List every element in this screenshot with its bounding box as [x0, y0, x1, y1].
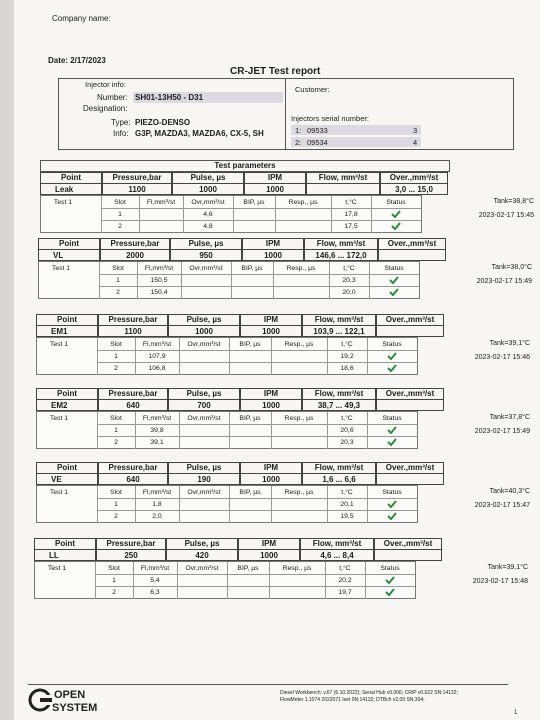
header-over-value [377, 399, 443, 400]
header-flow-value: 146,6 ... 172,0 [305, 249, 377, 261]
col-resp-header: Resp., µs [282, 565, 312, 572]
grid-line [229, 338, 230, 375]
header-pressure [102, 172, 172, 195]
header-point [38, 238, 100, 261]
test-label: Test 1 [47, 565, 67, 572]
tank-temperature: Tank=38,8°C [493, 198, 534, 205]
results-table [36, 485, 418, 523]
cell-temp: 19,7 [338, 589, 352, 596]
cell-slot: 1 [116, 277, 120, 284]
cell-slot: 2 [118, 223, 122, 230]
header-point-value: VL [39, 249, 99, 261]
footer-line-1: Diesel Workbench: v.67 (6.10.2022); Serial Hub v0.006; CRIP v0.022 SN:14132; [280, 690, 458, 696]
header-point [36, 388, 98, 411]
cell-slot: 2 [112, 589, 116, 596]
header-over-value [375, 549, 441, 550]
footer-rule [28, 684, 508, 685]
header-over [378, 238, 446, 261]
cell-fl: 150,4 [150, 289, 168, 296]
cell-fl: 107,9 [148, 353, 166, 360]
header-ipm [238, 538, 300, 561]
cell-fl: 6,3 [150, 589, 160, 596]
grid-line [275, 196, 276, 233]
header-ipm [240, 388, 302, 411]
header-pulse [168, 388, 240, 411]
cell-slot: 2 [116, 289, 120, 296]
col-slot-header: Slot [110, 489, 122, 496]
col-temp-header: t,°C [339, 565, 351, 572]
results-table [34, 561, 416, 599]
header-flow [302, 462, 376, 485]
cell-fl: 2,0 [152, 513, 162, 520]
col-bip-header: BIP, µs [243, 199, 265, 206]
cell-fl: 39,8 [150, 427, 164, 434]
report-date: Date: 2/17/2023 [48, 56, 106, 65]
header-ipm [240, 314, 302, 337]
header-pulse [166, 538, 238, 561]
col-temp-header: t,°C [343, 265, 355, 272]
report-page [14, 0, 540, 720]
header-flow-label: Flow, mm³/st [314, 389, 364, 398]
footer-firmware-info [280, 690, 520, 704]
header-ipm-value: 1000 [245, 183, 305, 195]
header-over-label: Over.,mm³/st [385, 315, 435, 324]
header-ipm-label: IPM [263, 463, 279, 472]
grid-line [367, 486, 368, 523]
col-ovr-header: Ovr,mm³/st [189, 265, 223, 272]
cell-temp: 20,3 [342, 277, 356, 284]
grid-line [177, 562, 178, 599]
header-ipm-label: IPM [263, 389, 279, 398]
header-point [40, 172, 102, 195]
grid-line [229, 412, 230, 449]
status-check-icon [391, 210, 401, 218]
grid-line [101, 208, 421, 209]
cell-temp: 17,8 [344, 211, 358, 218]
header-pulse-value: 700 [169, 399, 239, 411]
header-pressure [98, 462, 168, 485]
cell-temp: 19,5 [340, 513, 354, 520]
header-pulse [168, 462, 240, 485]
grid-line [271, 412, 272, 449]
grid-line [269, 562, 270, 599]
col-status-header: Status [380, 565, 400, 572]
cell-slot: 2 [114, 439, 118, 446]
cell-slot: 1 [112, 577, 116, 584]
col-bip-header: BIP, µs [241, 265, 263, 272]
header-ipm-label: IPM [263, 315, 279, 324]
header-flow-value: 38,7 ... 49,3 [303, 399, 375, 411]
grid-line [371, 196, 372, 233]
number-value: SH01-13H50 - D31 [135, 93, 204, 102]
cell-temp: 20,3 [340, 439, 354, 446]
header-flow-value [307, 183, 379, 184]
cell-temp: 17,5 [344, 223, 358, 230]
col-fl-header: Fl,mm³/st [140, 565, 170, 572]
header-flow-label: Flow, mm³/st [318, 173, 368, 182]
col-fl-header: Fl,mm³/st [146, 199, 176, 206]
results-table [36, 337, 418, 375]
tank-temperature: Tank=40,3°C [489, 488, 530, 495]
col-slot-header: Slot [108, 565, 120, 572]
header-flow [300, 538, 374, 561]
tank-temperature: Tank=39,1°C [489, 340, 530, 347]
status-check-icon [387, 512, 397, 520]
header-pulse-value: 1000 [169, 325, 239, 337]
col-resp-header: Resp., µs [284, 415, 314, 422]
header-ipm [242, 238, 304, 261]
header-over-label: Over.,mm³/st [389, 173, 439, 182]
cell-fl: 150,5 [150, 277, 168, 284]
cell-fl: 1,8 [152, 501, 162, 508]
logo-text-bottom: SYSTEM [52, 702, 98, 714]
grid-line [181, 262, 182, 299]
header-ipm-label: IPM [261, 539, 277, 548]
injector-info-label: Injector info: [85, 80, 126, 89]
grid-line [231, 262, 232, 299]
cell-temp: 20,6 [340, 427, 354, 434]
cell-temp: 19,2 [340, 353, 354, 360]
col-ovr-header: Ovr,mm³/st [187, 415, 221, 422]
serial-idx-1: 1: [295, 126, 302, 135]
header-pulse-label: Pulse, µs [186, 389, 222, 398]
type-label: Type: [111, 118, 131, 127]
cell-ovr: 4,8 [203, 223, 213, 230]
test-block-6 [34, 538, 528, 604]
col-fl-header: Fl,mm³/st [142, 415, 172, 422]
company-label: Company name: [52, 14, 111, 23]
header-pulse-value: 190 [169, 473, 239, 485]
page-number: 1 [514, 710, 518, 716]
col-bip-header: BIP, µs [239, 489, 261, 496]
col-status-header: Status [382, 415, 402, 422]
test-timestamp: 2023-02-17 15:47 [474, 502, 530, 509]
test-label: Test 1 [53, 199, 73, 206]
header-point-label: Point [55, 539, 75, 548]
open-system-logo [28, 686, 128, 714]
col-status-header: Status [382, 341, 402, 348]
col-resp-header: Resp., µs [284, 341, 314, 348]
header-flow-label: Flow, mm³/st [314, 315, 364, 324]
logo-text-top: OPEN [54, 689, 86, 701]
header-pulse-value: 950 [171, 249, 241, 261]
grid-line [139, 196, 140, 233]
header-pressure-value: 640 [99, 399, 167, 411]
col-bip-header: BIP, µs [239, 415, 261, 422]
header-pressure-value: 1100 [99, 325, 167, 337]
header-pressure-value: 640 [99, 473, 167, 485]
header-ipm-value: 1000 [241, 325, 301, 337]
header-over [376, 314, 444, 337]
cell-fl: 5,4 [150, 577, 160, 584]
test-label: Test 1 [49, 489, 69, 496]
col-bip-header: BIP, µs [239, 341, 261, 348]
status-check-icon [385, 576, 395, 584]
report-title: CR-JET Test report [230, 66, 321, 77]
header-over-value [377, 473, 443, 474]
header-over [380, 172, 448, 195]
col-resp-header: Resp., µs [284, 489, 314, 496]
header-flow [302, 314, 376, 337]
header-ipm-value: 1000 [239, 549, 299, 561]
header-over [376, 462, 444, 485]
header-pressure [98, 388, 168, 411]
test-timestamp: 2023-02-17 15:49 [476, 278, 532, 285]
status-check-icon [387, 500, 397, 508]
grid-line [273, 262, 274, 299]
header-pressure-value: 1100 [103, 183, 171, 195]
header-flow-label: Flow, mm³/st [314, 463, 364, 472]
footer-line-2: FlowMeter 1.1074 2022071 Iset 0N:14132; DTBch v2.09 SN:304; [280, 697, 425, 703]
header-point-label: Point [57, 315, 77, 324]
header-point [34, 538, 96, 561]
test-parameters-title: Test parameters [40, 160, 450, 172]
col-resp-header: Resp., µs [288, 199, 318, 206]
header-flow-label: Flow, mm³/st [312, 539, 362, 548]
col-status-header: Status [384, 265, 404, 272]
test-timestamp: 2023-02-17 15:46 [474, 354, 530, 361]
header-pressure-value: 2000 [101, 249, 169, 261]
header-over [376, 388, 444, 411]
header-pressure-label: Pressure,bar [112, 173, 162, 182]
header-flow-value: 4,6 ... 8,4 [301, 549, 373, 561]
header-point-value: LL [35, 549, 95, 561]
header-pressure-label: Pressure,bar [108, 315, 158, 324]
col-ovr-header: Ovr,mm³/st [185, 565, 219, 572]
info-divider [285, 79, 286, 149]
grid-line [179, 412, 180, 449]
status-check-icon [387, 364, 397, 372]
header-point [36, 462, 98, 485]
col-fl-header: Fl,mm³/st [142, 341, 172, 348]
col-slot-header: Slot [114, 199, 126, 206]
test-timestamp: 2023-02-17 15:49 [474, 428, 530, 435]
type-value: PIEZO-DENSO [135, 118, 191, 127]
status-check-icon [387, 438, 397, 446]
designation-label: Designation: [83, 104, 128, 113]
status-check-icon [389, 276, 399, 284]
header-pulse-value: 1000 [173, 183, 243, 195]
injector-info-box [58, 78, 514, 150]
header-point-label: Point [57, 463, 77, 472]
cell-temp: 20,0 [342, 289, 356, 296]
col-temp-header: t,°C [341, 415, 353, 422]
col-slot-header: Slot [110, 415, 122, 422]
header-ipm-label: IPM [265, 239, 281, 248]
serial-idx-2: 2: [295, 138, 302, 147]
grid-line [365, 562, 366, 599]
header-over-value: 3,0 ... 15,0 [381, 183, 447, 195]
header-flow-value: 1,6 ... 6,6 [303, 473, 375, 485]
results-table [36, 411, 418, 449]
header-flow [304, 238, 378, 261]
cell-slot: 2 [114, 513, 118, 520]
serial-num-1: 3 [413, 126, 418, 135]
header-pulse-label: Pulse, µs [186, 315, 222, 324]
grid-line [271, 486, 272, 523]
grid-line [179, 486, 180, 523]
test-timestamp: 2023-02-17 15:45 [478, 212, 534, 219]
header-pulse [170, 238, 242, 261]
header-pressure [100, 238, 170, 261]
header-over [374, 538, 442, 561]
grid-line [101, 220, 421, 221]
grid-line [271, 338, 272, 375]
header-point-value: EM1 [37, 325, 97, 337]
header-point-label: Point [57, 389, 77, 398]
status-check-icon [391, 222, 401, 230]
test-block-4 [36, 388, 530, 454]
col-status-header: Status [386, 199, 406, 206]
cell-fl: 39,1 [150, 439, 164, 446]
info-label: Info: [113, 129, 129, 138]
col-slot-header: Slot [112, 265, 124, 272]
cell-slot: 1 [114, 501, 118, 508]
test-block-2 [38, 238, 532, 304]
test-block-1 [40, 172, 534, 238]
grid-line [229, 486, 230, 523]
header-pressure-label: Pressure,bar [108, 389, 158, 398]
grid-line [179, 338, 180, 375]
grid-line [367, 412, 368, 449]
serial-sn-1: 09533 [307, 126, 328, 135]
grid-line [233, 196, 234, 233]
status-check-icon [385, 588, 395, 596]
customer-label: Customer: [295, 85, 330, 94]
status-check-icon [387, 426, 397, 434]
header-pressure [96, 538, 166, 561]
col-bip-header: BIP, µs [237, 565, 259, 572]
results-table [40, 195, 422, 233]
header-flow-value: 103,9 ... 122,1 [303, 325, 375, 337]
header-flow [306, 172, 380, 195]
header-pressure-label: Pressure,bar [110, 239, 160, 248]
header-pulse-value: 420 [167, 549, 237, 561]
header-over-value [377, 325, 443, 326]
header-ipm-value: 1000 [241, 473, 301, 485]
info-value: G3P, MAZDA3, MAZDA6, CX-5, SH [135, 129, 264, 138]
col-resp-header: Resp., µs [286, 265, 316, 272]
header-ipm [244, 172, 306, 195]
header-flow [302, 388, 376, 411]
header-pulse [168, 314, 240, 337]
cell-temp: 18,6 [340, 365, 354, 372]
col-temp-header: t,°C [345, 199, 357, 206]
number-label: Number: [97, 93, 128, 102]
header-over-value [379, 249, 445, 250]
header-pulse-label: Pulse, µs [190, 173, 226, 182]
cell-fl: 106,8 [148, 365, 166, 372]
header-point [36, 314, 98, 337]
cell-ovr: 4,6 [203, 211, 213, 218]
header-pressure-label: Pressure,bar [108, 463, 158, 472]
header-pressure-label: Pressure,bar [106, 539, 156, 548]
col-status-header: Status [382, 489, 402, 496]
col-temp-header: t,°C [341, 341, 353, 348]
cell-slot: 1 [114, 353, 118, 360]
test-block-3 [36, 314, 530, 380]
cell-slot: 1 [114, 427, 118, 434]
header-over-label: Over.,mm³/st [383, 539, 433, 548]
cell-temp: 20,1 [340, 501, 354, 508]
status-check-icon [389, 288, 399, 296]
header-point-label: Point [61, 173, 81, 182]
col-ovr-header: Ovr,mm³/st [187, 341, 221, 348]
col-ovr-header: Ovr,mm³/st [191, 199, 225, 206]
header-point-value: Leak [41, 183, 101, 195]
status-check-icon [387, 352, 397, 360]
header-over-label: Over.,mm³/st [387, 239, 437, 248]
header-pressure-value: 250 [97, 549, 165, 561]
col-ovr-header: Ovr,mm³/st [187, 489, 221, 496]
test-timestamp: 2023-02-17 15:48 [472, 578, 528, 585]
header-pulse-label: Pulse, µs [184, 539, 220, 548]
header-point-value: VE [37, 473, 97, 485]
tank-temperature: Tank=38,0°C [491, 264, 532, 271]
header-pulse [172, 172, 244, 195]
header-point-value: EM2 [37, 399, 97, 411]
test-label: Test 1 [49, 341, 69, 348]
header-ipm-label: IPM [267, 173, 283, 182]
grid-line [227, 562, 228, 599]
results-table [38, 261, 420, 299]
header-ipm [240, 462, 302, 485]
header-flow-label: Flow, mm³/st [316, 239, 366, 248]
header-ipm-value: 1000 [241, 399, 301, 411]
cell-slot: 2 [114, 365, 118, 372]
test-label: Test 1 [51, 265, 71, 272]
col-temp-header: t,°C [341, 489, 353, 496]
header-over-label: Over.,mm³/st [385, 389, 435, 398]
grid-line [369, 262, 370, 299]
header-pulse-label: Pulse, µs [188, 239, 224, 248]
col-fl-header: Fl,mm³/st [144, 265, 174, 272]
header-pulse-label: Pulse, µs [186, 463, 222, 472]
header-ipm-value: 1000 [243, 249, 303, 261]
serial-label: Injectors serial number: [291, 114, 369, 123]
col-slot-header: Slot [110, 341, 122, 348]
header-pressure [98, 314, 168, 337]
test-label: Test 1 [49, 415, 69, 422]
col-fl-header: Fl,mm³/st [142, 489, 172, 496]
tank-temperature: Tank=37,8°C [489, 414, 530, 421]
cell-temp: 20,2 [338, 577, 352, 584]
grid-line [367, 338, 368, 375]
serial-sn-2: 09534 [307, 138, 328, 147]
serial-num-2: 4 [413, 138, 418, 147]
tank-temperature: Tank=39,1°C [487, 564, 528, 571]
test-block-5 [36, 462, 530, 528]
header-point-label: Point [59, 239, 79, 248]
header-over-label: Over.,mm³/st [385, 463, 435, 472]
cell-slot: 1 [118, 211, 122, 218]
